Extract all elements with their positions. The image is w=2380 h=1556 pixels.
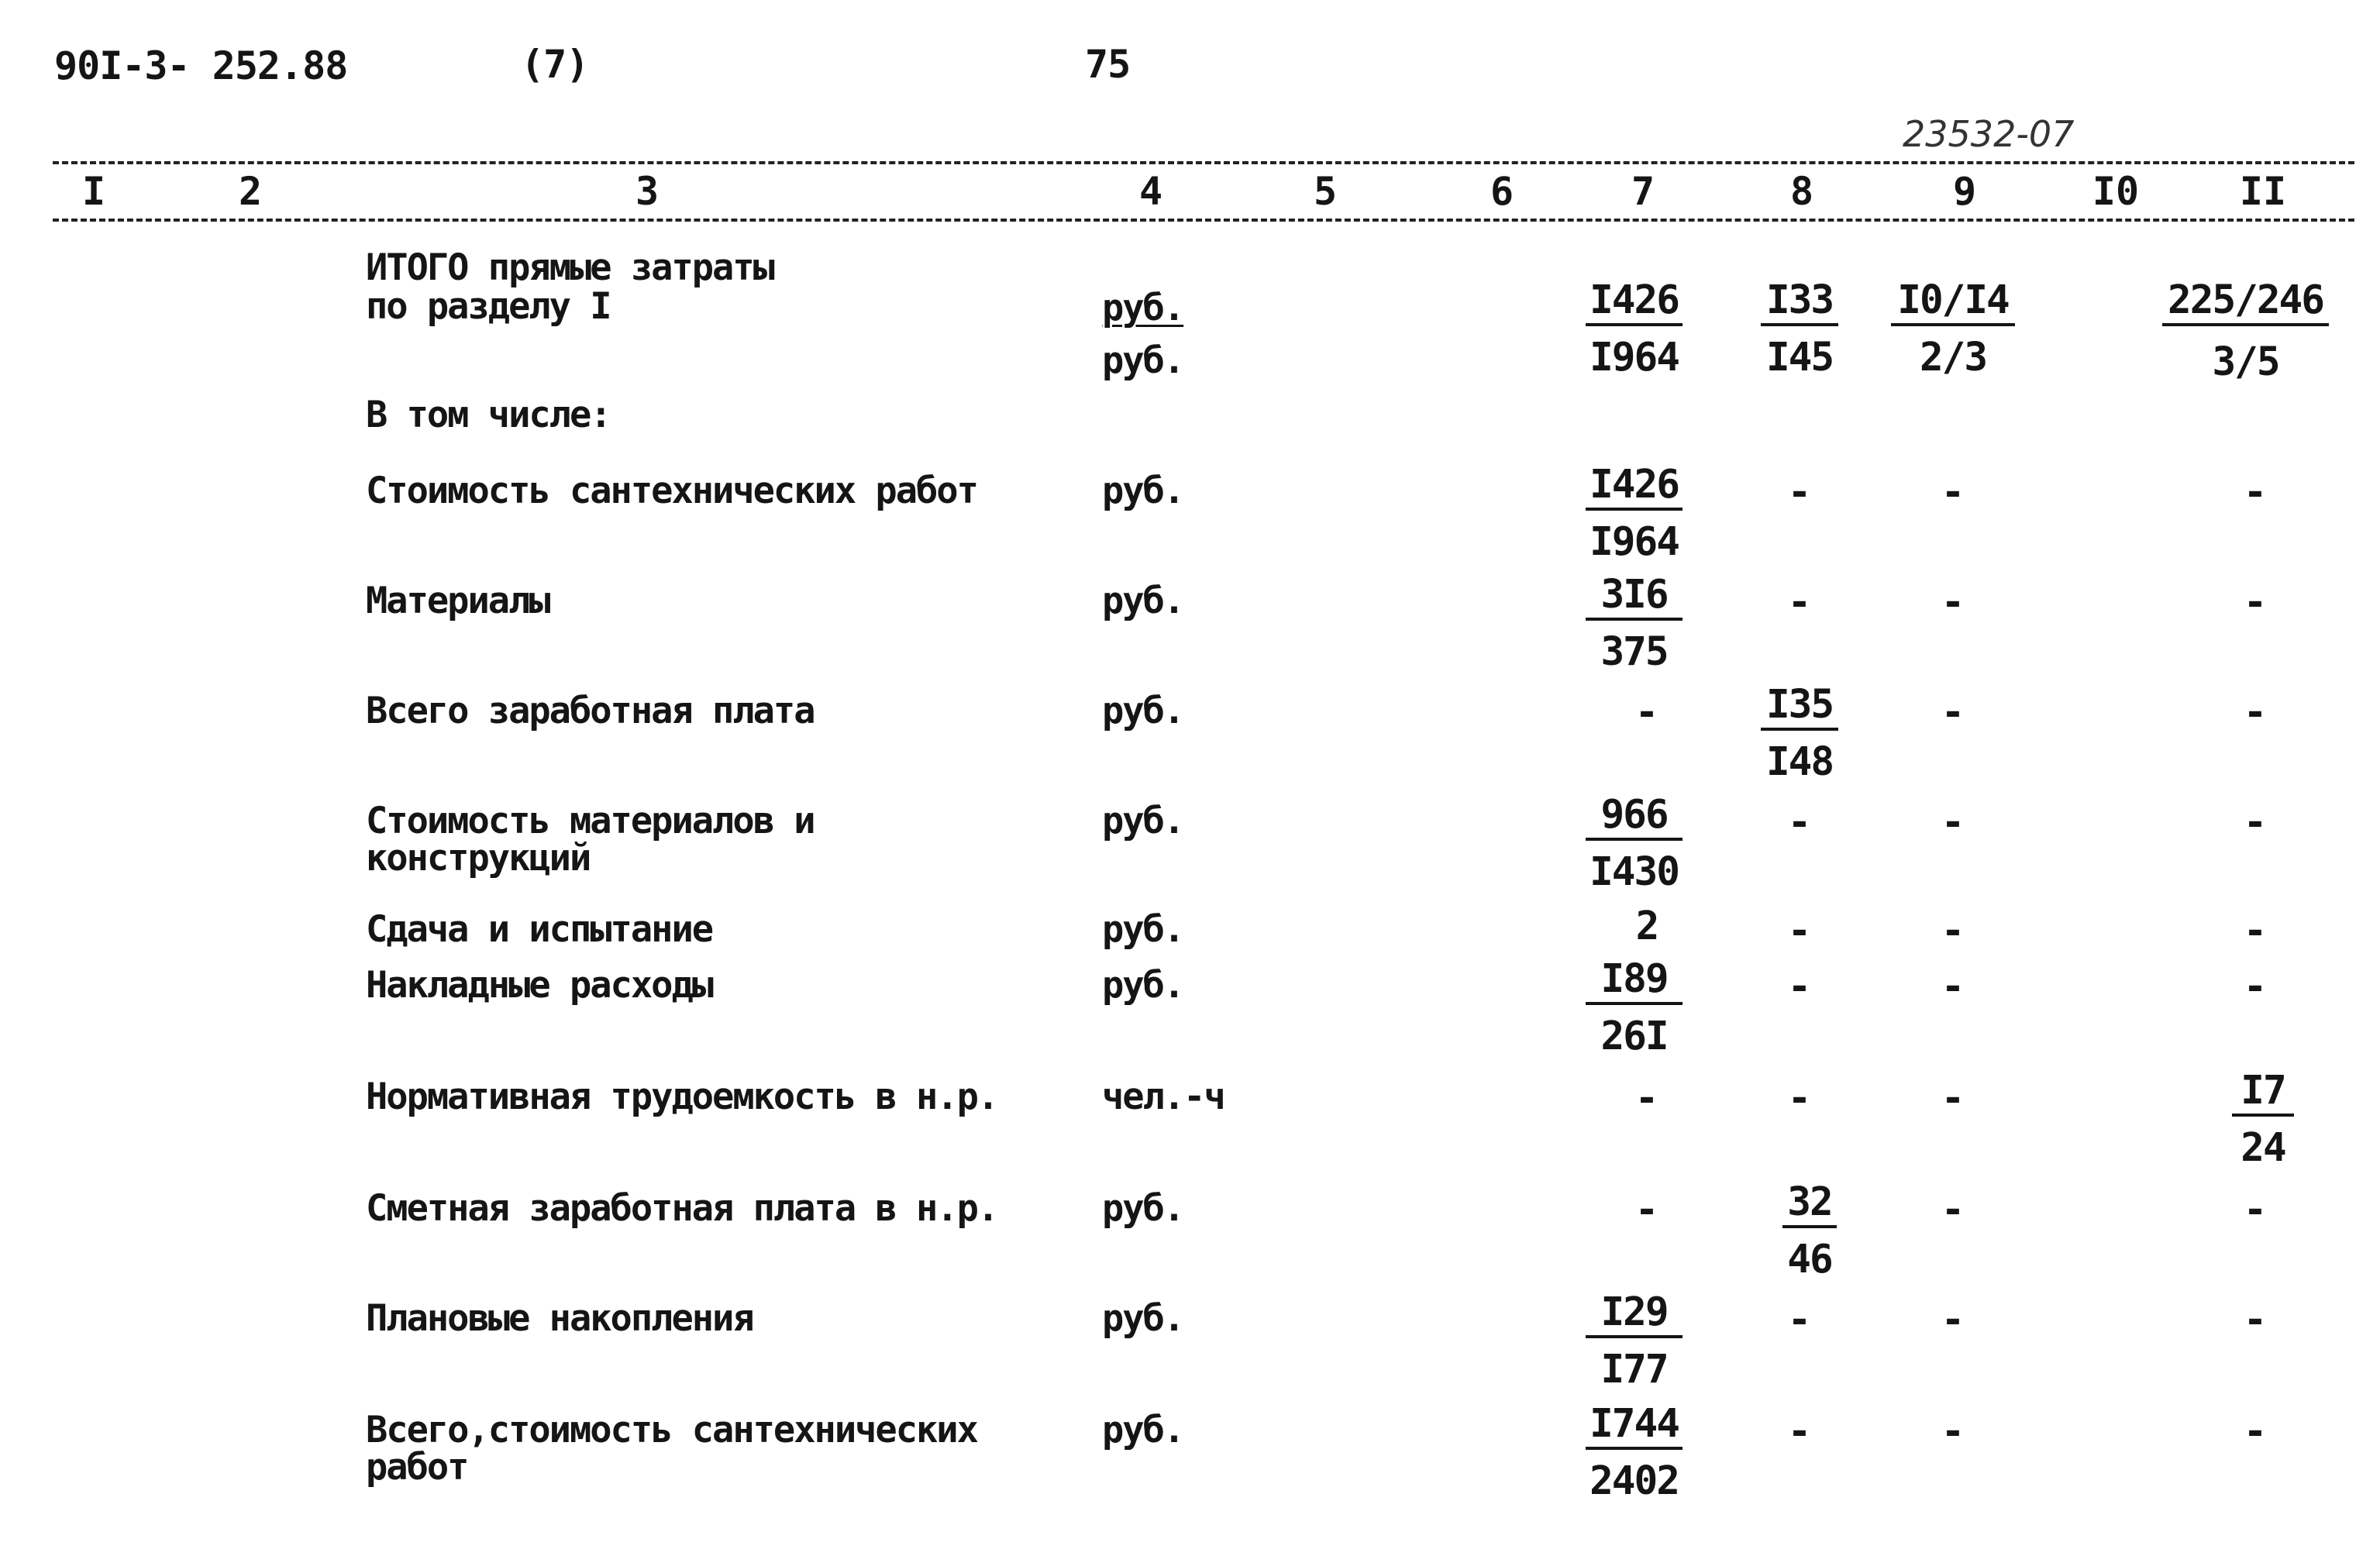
row-col7: - [1634,690,1659,735]
summary-col9-top: I0/I4 [1891,281,2015,326]
row-col11: - [2243,1187,2268,1233]
row-col9: - [1941,580,1965,625]
row-col11: - [2243,800,2268,845]
row-unit: руб. [1102,908,1184,951]
row-label: Сдача и испытание [366,908,713,951]
column-number-8: 8 [1789,169,1814,214]
row-col11-bottom: 24 [2241,1125,2285,1171]
row-unit: руб. [1102,1187,1184,1230]
row-label: Плановые накопления [366,1297,753,1340]
row-label: Стоимость сантехнических работ [366,470,977,512]
row-col9: - [1941,908,1965,954]
row-col7-top: I744 [1586,1404,1683,1450]
row-label-line1: Всего,стоимость сантехнических [366,1409,977,1451]
row-col7-top: I89 [1586,959,1683,1005]
row-col7-top: I426 [1586,465,1683,511]
row-col7-bottom: 2402 [1590,1458,1679,1504]
row-col9: - [1941,1187,1965,1233]
column-number-9: 9 [1952,169,1977,214]
row-col7-bottom: I964 [1590,519,1679,565]
row-col7-bottom: 26I [1600,1014,1668,1059]
summary-col9-bottom: 2/3 [1919,335,1987,380]
column-number-1: I [81,169,106,214]
row-col7-top: 966 [1586,795,1683,841]
row-label: Всего заработная плата [366,690,815,732]
including-label: В том числе: [366,394,611,436]
row-unit: чел.-ч [1102,1076,1224,1118]
row-col7: - [1634,1076,1659,1121]
row-col11: - [2243,908,2268,954]
row-col7: - [1634,1187,1659,1233]
row-col8: - [1787,800,1812,845]
row-col8-bottom: 46 [1787,1237,1832,1282]
summary-col11-bottom: 3/5 [2212,339,2279,385]
row-col11: - [2243,964,2268,1010]
row-col9: - [1941,470,1965,515]
row-col7-top: 3I6 [1586,575,1683,621]
row-col7: 2 [1635,904,1658,949]
summary-col11-top: 225/246 [2162,281,2329,326]
row-col7-bottom: 375 [1600,629,1668,675]
column-number-4: 4 [1138,169,1163,214]
row-col8: - [1787,580,1812,625]
summary-unit-top: руб. [1102,287,1184,329]
page-number: 75 [1085,42,1131,87]
row-col9: - [1941,964,1965,1010]
row-label: Материалы [366,580,549,622]
row-label: Сметная заработная плата в н.р. [366,1187,998,1230]
column-number-3: 3 [635,169,660,214]
row-unit: руб. [1102,690,1184,732]
row-col8-top: 32 [1782,1182,1837,1228]
summary-label-line2: по разделу I [366,285,611,328]
row-label: Накладные расходы [366,964,713,1007]
row-col11: - [2243,1409,2268,1454]
row-col11: - [2243,580,2268,625]
row-col9: - [1941,1076,1965,1121]
row-col8: - [1787,1409,1812,1454]
summary-col8-bottom: I45 [1765,335,1834,380]
row-col9: - [1941,1409,1965,1454]
row-col8-bottom: I48 [1765,739,1834,785]
row-col11: - [2243,1297,2268,1343]
row-col7-top: I29 [1586,1293,1683,1338]
column-number-6: 6 [1490,169,1514,214]
row-col8: - [1787,470,1812,515]
row-unit: руб. [1102,1297,1184,1340]
header-rule-bottom [53,219,2354,222]
row-col11: - [2243,470,2268,515]
row-unit: руб. [1102,470,1184,512]
column-number-11: II [2239,169,2287,214]
row-col8: - [1787,964,1812,1010]
row-unit: руб. [1102,964,1184,1007]
row-col7-bottom: I77 [1600,1347,1668,1392]
row-col8-top: I35 [1761,685,1838,731]
column-number-5: 5 [1313,169,1338,214]
summary-label-line1: ИТОГО прямые затраты [366,246,773,289]
row-label-line1: Стоимость материалов и [366,800,815,842]
header-rule-top [53,161,2354,164]
row-col7-bottom: I430 [1590,849,1679,895]
row-unit: руб. [1102,800,1184,842]
document-code: 90I-3- 252.88 [54,43,348,88]
summary-unit-bottom: руб. [1102,339,1184,382]
row-col9: - [1941,1297,1965,1343]
row-col8: - [1787,1297,1812,1343]
column-number-7: 7 [1631,169,1655,214]
row-label-line2: конструкций [366,837,591,880]
row-col8: - [1787,1076,1812,1121]
summary-col7-top: I426 [1586,281,1683,326]
column-number-10: I0 [2092,169,2140,214]
row-label-line2: работ [366,1446,468,1489]
row-col9: - [1941,800,1965,845]
row-label: Нормативная трудоемкость в н.р. [366,1076,998,1118]
row-col9: - [1941,690,1965,735]
sheet-reference: (7) [521,42,589,87]
row-unit: руб. [1102,580,1184,622]
handwritten-number: 23532-07 [1903,113,2075,155]
row-col11: - [2243,690,2268,735]
row-col11-top: I7 [2232,1071,2294,1117]
row-unit: руб. [1102,1409,1184,1451]
summary-col7-bottom: I964 [1590,335,1679,380]
column-number-2: 2 [238,169,263,214]
row-col8: - [1787,908,1812,954]
summary-col8-top: I33 [1761,281,1838,326]
